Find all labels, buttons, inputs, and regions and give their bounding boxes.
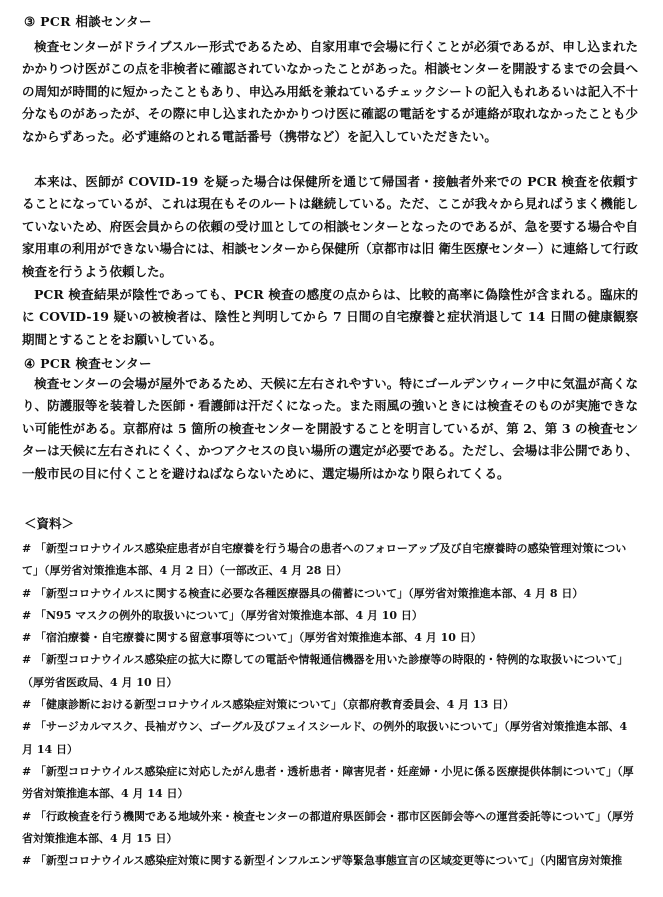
paragraph: 検査センターの会場が屋外であるため、天候に左右されやすい。特にゴールデンウィーク中に気温が高くなり、防護服等を装着した医師・看護師は汗だくになった。また雨風の強いときには検査そのものが実施できない可能性がある。京都府は 5 箇所の検査センターを開設することを明言しているが、第 2、第 3 の検査センターは天候に左右されにくく、かつアクセスの良い場所の選定が必要である。ただし、会場は非公開であり、一般市民の目に付くことを避けねばならないために、選定場所はかなり限られてくる。 [22,376,638,481]
paragraph: PCR 検査結果が陰性であっても、PCR 検査の感度の点からは、比較的高率に偽陰性が含まれる。臨床的に COVID-19 疑いの被検者は、陰性と判明してから 7 日間の自宅療養と症状消退して 14 日間の健康観察期間とすることをお願いしている。 [22,287,638,347]
section-heading-pcr-consultation-center: ③ PCR 相談センター [24,14,152,29]
reference-item: # 「行政検査を行う機関である地域外来・検査センターの都道府県医師会・郡市区医師会等への運営委託等について」（厚労省対策推進本部、4 月 15 日） [22,809,634,845]
reference-item: # 「サージカルマスク、長袖ガウン、ゴーグル及びフェイスシールド、の例外的取扱いについて」（厚労省対策推進本部、4 月 14 日） [22,720,628,756]
paragraph: 検査センターがドライブスルー形式であるため、自家用車で会場に行くことが必須であるが、申し込まれたかかりつけ医がこの点を非検者に確認されていなかったことがあった。相談センターを開設するまでの会員への周知が時間的に短かったこともあり、申込み用紙を兼ねているチェックシートの記入もれあるいは記入不十分なものがあったが、その際に申し込まれたかかりつけ医に確認の電話をするが連絡が取れなかったことも少なからずあった。必ず連絡のとれる電話番号（携帯など）を記入していただきたい。 [22,39,638,144]
reference-item: # 「N95 マスクの例外的取扱いについて」（厚労省対策推進本部、4 月 10 日） [22,608,423,622]
section-heading-pcr-testing-center: ④ PCR 検査センター [24,356,152,371]
reference-item: # 「新型コロナウイルス感染症の拡大に際しての電話や情報通信機器を用いた診療等の時限的・特例的な取扱いについて」（厚労省医政局、4 月 10 日） [22,653,629,689]
reference-item: # 「宿泊療養・自宅療養に関する留意事項等について」（厚労省対策推進本部、4 月 10 日） [22,631,482,645]
references-list [22,538,642,872]
reference-item: # 「健康診断における新型コロナウイルス感染症対策について」（京都府教育委員会、4 月 13 日） [22,698,515,712]
references-heading: ＜資料＞ [24,516,75,531]
reference-item: # 「新型コロナウイルス感染症に対応したがん患者・透析患者・障害児者・妊産婦・小児に係る医療提供体制について」（厚労省対策推進本部、4 月 14 日） [22,764,634,801]
reference-item: # 「新型コロナウイルスに関する検査に必要な各種医療器具の備蓄について」（厚労省対策推進本部、4 月 8 日） [22,586,584,600]
reference-item: # 「新型コロナウイルス感染症患者が自宅療養を行う場合の患者へのフォローアップ及び自宅療養時の感染管理対策について」（厚労省対策推進本部、4 月 2 日）（一部改正、4 月 28 日） [22,542,627,578]
reference-item: # 「新型コロナウイルス感染症対策に関する新型インフルエンザ等緊急事態宣言の区域変更等について」（内閣官房対策推 [22,854,623,868]
paragraph: 本来は、医師が COVID-19 を疑った場合は保健所を通じて帰国者・接触者外来での PCR 検査を依頼することになっているが、これは現在もそのルートは継続している。ただ、ここが我々から見ればうまく機能していないため、府医会員からの依頼の受け皿としての相談センターとなったのであるが、急を要する場合や自家用車の利用ができない場合には、相談センターから保健所（京都市は旧 衛生医療センター）に連絡して行政検査を行うよう依頼した。 [22,174,638,279]
